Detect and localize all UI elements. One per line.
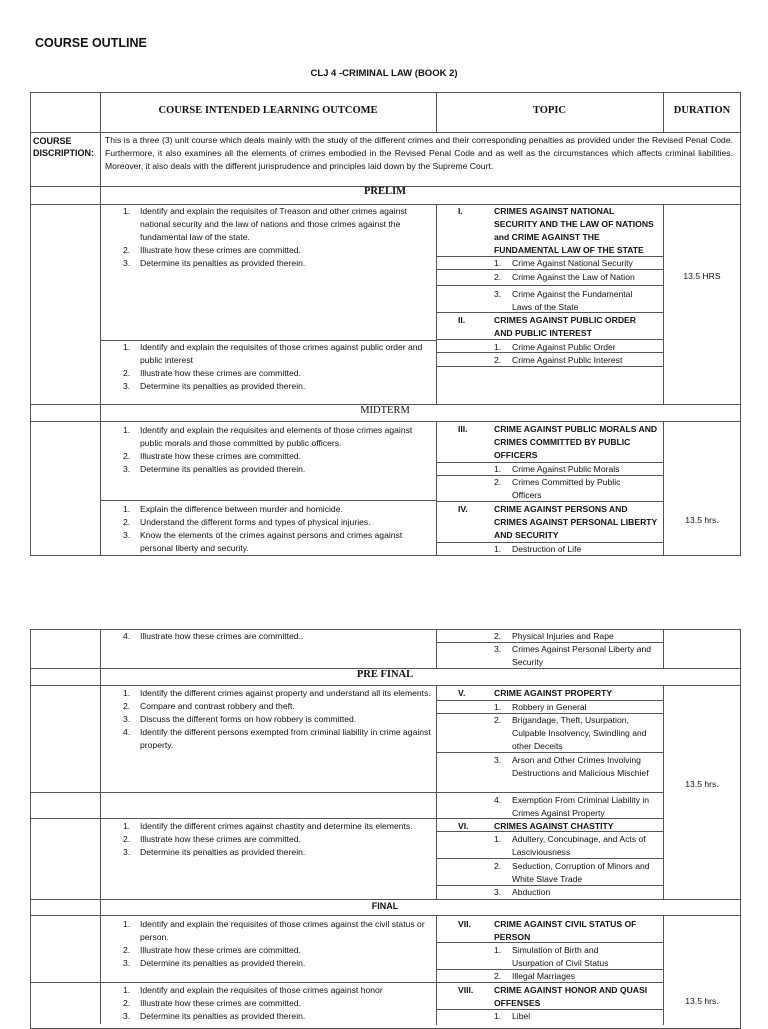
- list-item: 3. Determine its penalties as provided therein.: [123, 1011, 306, 1021]
- outcomes-prefinal-1: [120, 687, 432, 752]
- list-item: 3. Determine its penalties as provided therein.: [123, 258, 306, 268]
- list-item: 1. Identify and explain the requisites of those crimes against honor: [123, 985, 383, 995]
- topic-1-sub-1: 1. Crime Against National Security: [494, 258, 633, 268]
- list-item: 2. Compare and contrast robbery and theft.: [123, 701, 295, 711]
- list-item: 1. Identify and explain the requisites and elements of those crimes against public morals and those committed by public officers.: [123, 425, 413, 448]
- topic-4-sub-2: 2. Physical Injuries and Rape: [494, 631, 614, 641]
- topic-4-title: CRIME AGAINST PERSONS AND CRIMES AGAINST PERSONAL LIBERTY AND SECURITY: [494, 504, 658, 540]
- list-item: 1. Identify and explain the requisites of Treason and other crimes against national security and the law of nations and those crimes against the fundamental law of the state.: [123, 206, 408, 242]
- topic-5-number: V.: [458, 688, 466, 698]
- list-item: 1. Explain the difference between murder and homicide.: [123, 504, 343, 514]
- list-item: 3. Determine its penalties as provided therein.: [123, 464, 306, 474]
- header-topic: TOPIC: [532, 105, 567, 116]
- list-item: 1. Identify and explain the requisites of those crimes against the civil status or person.: [123, 919, 425, 942]
- section-prelim: PRELIM: [364, 186, 406, 197]
- topic-1-sub-3: 3. Crime Against the Fundamental Laws of the State: [494, 289, 633, 312]
- list-item: 3. Know the elements of the crimes against persons and crimes against personal liberty and security.: [123, 530, 403, 553]
- topic-6-sub-2: 2. Seduction, Corruption of Minors and White Slave Trade: [494, 861, 650, 884]
- topic-7-title: CRIME AGAINST CIVIL STATUS OF PERSON: [494, 919, 637, 942]
- outcomes-prelim-2: [120, 341, 432, 393]
- header-outcome: COURSE INTENDED LEARNING OUTCOME: [158, 105, 378, 116]
- topic-7-sub-1: 1. Simulation of Birth and Usurpation of Civil Status: [494, 945, 609, 968]
- topic-2-sub-1: 1. Crime Against Public Order: [494, 342, 616, 352]
- topic-2-number: II.: [458, 315, 466, 325]
- section-final: FINAL: [371, 901, 399, 911]
- list-item: 2. Illustrate how these crimes are committed.: [123, 451, 301, 461]
- topic-4-number: IV.: [458, 504, 468, 514]
- topic-6-sub-1: 1. Adultery, Concubinage, and Acts of Lasciviousness: [494, 834, 646, 857]
- header-duration: DURATION: [673, 105, 731, 116]
- topic-5-sub-3: 3. Arson and Other Crimes Involving Destructions and Malicious Mischief: [494, 755, 649, 778]
- topic-5-title: CRIME AGAINST PROPERTY: [494, 688, 613, 698]
- list-item: 3. Determine its penalties as provided therein.: [123, 958, 306, 968]
- topic-1-number: I.: [458, 206, 463, 216]
- list-item: 4. Identify the different persons exempted from criminal liability in crime against property.: [123, 727, 431, 750]
- topic-5-sub-2: 2. Brigandage, Theft, Usurpation, Culpable Insolvency, Swindling and other Deceits: [494, 715, 647, 751]
- outcomes-midterm-1: [120, 424, 432, 476]
- outcomes-midterm-2-continued: [120, 630, 432, 643]
- topic-5-sub-4: 4. Exemption From Criminal Liability in Crimes Against Property: [494, 795, 650, 818]
- topic-4-sub-1: 1. Destruction of Life: [494, 544, 582, 554]
- list-item: 2. Illustrate how these crimes are committed.: [123, 368, 301, 378]
- list-item: 2. Illustrate how these crimes are committed.: [123, 245, 301, 255]
- outcomes-midterm-2: [120, 503, 432, 555]
- duration-prelim: 13.5 HRS: [683, 271, 721, 281]
- topic-4-sub-3: 3. Crimes Against Personal Liberty and Security: [494, 644, 652, 667]
- topic-7-sub-2: 2. Illegal Marriages: [494, 971, 576, 981]
- topic-3-sub-2: 2. Crimes Committed by Public Officers: [494, 477, 621, 500]
- topic-1-sub-2: 2. Crime Against the Law of Nation: [494, 272, 635, 282]
- list-item: 2. Understand the different forms and types of physical injuries.: [123, 517, 371, 527]
- topic-1-title: CRIMES AGAINST NATIONAL SECURITY AND THE LAW OF NATIONS and CRIME AGAINST THE FUNDAMENTAL LAW OF THE STATE: [494, 206, 654, 255]
- outcomes-prelim-1: [120, 205, 432, 270]
- course-subtitle: CLJ 4 -CRIMINAL LAW (BOOK 2): [310, 68, 458, 79]
- topic-7-number: VII.: [458, 919, 471, 929]
- list-item: 1. Identify the different crimes against property and understand all its elements.: [123, 688, 431, 698]
- course-description: This is a three (3) unit course which deals mainly with the study of the different crimes and their corresponding penalties as provided under the Revised Penal Code. Furthermore, it also examines all the elements of crimes embodied in the Revised Penal Code and as well as the circumstances which affects criminal liabilities. Moreover, it also deals with the different jurisprudence and principles laid down by the Supreme Court.: [105, 135, 733, 171]
- page-heading: COURSE OUTLINE: [35, 36, 147, 50]
- topic-6-number: VI.: [458, 821, 469, 831]
- list-item: 2. Illustrate how these crimes are committed.: [123, 834, 301, 844]
- topic-2-sub-2: 2. Crime Against Public Interest: [494, 355, 623, 365]
- topic-3-number: III.: [458, 424, 468, 434]
- topic-8-sub-1: 1. Libel: [494, 1011, 531, 1021]
- list-item: 2. Illustrate how these crimes are committed.: [123, 945, 301, 955]
- topic-2-title: CRIMES AGAINST PUBLIC ORDER AND PUBLIC INTEREST: [494, 315, 636, 338]
- section-midterm: MIDTERM: [360, 405, 410, 416]
- topic-3-title: CRIME AGAINST PUBLIC MORALS AND CRIMES COMMITTED BY PUBLIC OFFICERS: [494, 424, 658, 460]
- duration-midterm: 13.5 hrs.: [685, 515, 719, 525]
- outcomes-final-1: [120, 918, 432, 970]
- list-item: 3. Determine its penalties as provided therein.: [123, 381, 306, 391]
- list-item: 3. Discuss the different forms on how robbery is committed.: [123, 714, 357, 724]
- topic-5-sub-1: 1. Robbery in General: [494, 702, 587, 712]
- topic-6-title: CRIMES AGAINST CHASTITY: [494, 821, 614, 831]
- course-description-label: COURSE DISCRIPTION:: [33, 136, 95, 158]
- outcomes-final-2: [120, 984, 432, 1023]
- list-item: 4. Illustrate how these crimes are committed..: [123, 631, 304, 641]
- topic-6-sub-3: 3. Abduction: [494, 887, 551, 897]
- list-item: 1. Identify the different crimes against chastity and determine its elements.: [123, 821, 413, 831]
- duration-prefinal: 13.5 hrs.: [685, 779, 719, 789]
- list-item: 2. Illustrate how these crimes are committed.: [123, 998, 301, 1008]
- list-item: 3. Determine its penalties as provided therein.: [123, 847, 306, 857]
- duration-final: 13.5 hrs.: [685, 996, 719, 1006]
- topic-8-title: CRIME AGAINST HONOR AND QUASI OFFENSES: [494, 985, 648, 1008]
- outcomes-prefinal-2: [120, 820, 432, 859]
- section-prefinal: PRE FINAL: [356, 669, 414, 680]
- topic-8-number: VIII.: [458, 985, 474, 995]
- list-item: 1. Identify and explain the requisites of those crimes against public order and public interest: [123, 342, 423, 365]
- topic-3-sub-1: 1. Crime Against Public Morals: [494, 464, 620, 474]
